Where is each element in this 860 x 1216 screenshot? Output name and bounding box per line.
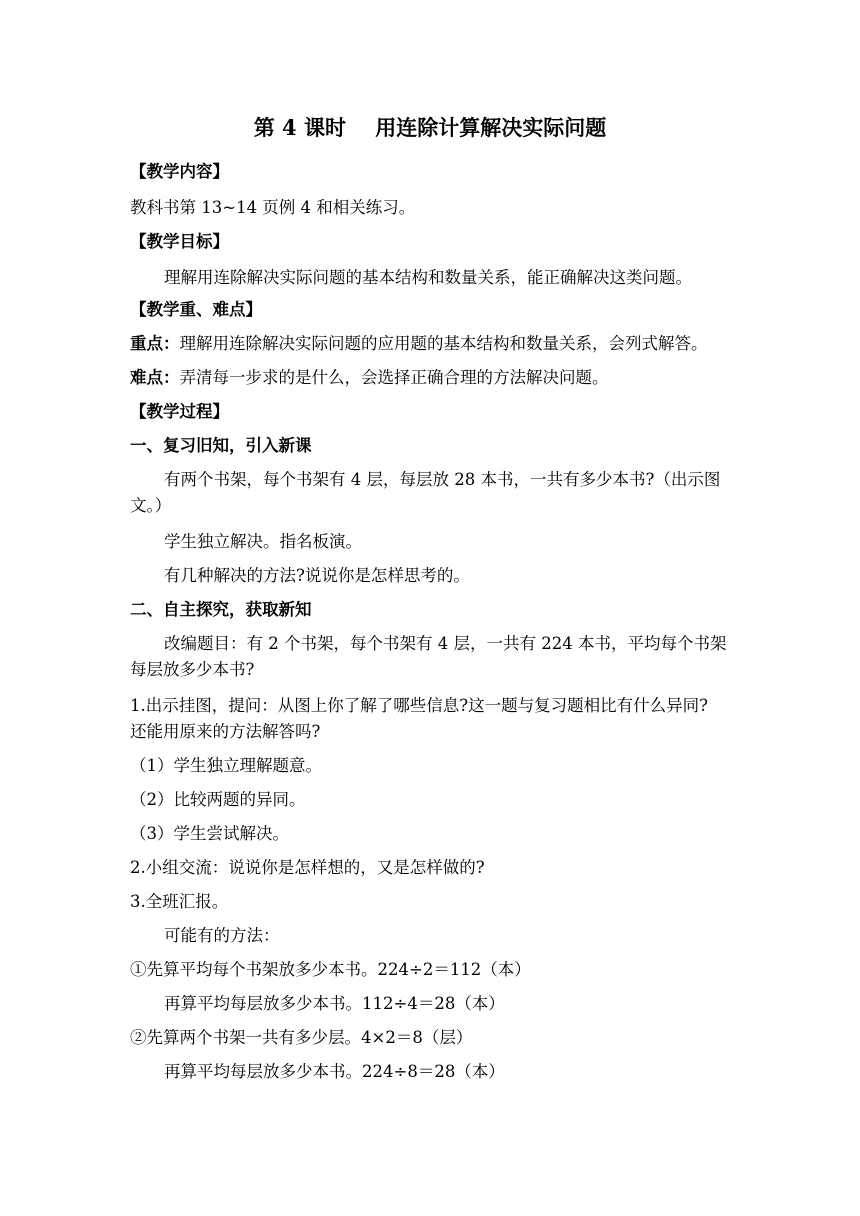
part2-paragraph1-line2: 每层放多少本书? [130,660,255,679]
teaching-content-text: 教科书第 13~14 页例 4 和相关练习。 [130,198,416,217]
step1-sub2: （2）比较两题的异同。 [130,790,306,809]
step1-sub3: （3）学生尝试解决。 [130,824,289,843]
step1-line2: 还能用原来的方法解答吗? [130,722,321,741]
difficult-point-text: 弄清每一步求的是什么，会选择正确合理的方法解决问题。 [179,368,609,387]
teaching-goal-heading: 【教学目标】 [130,232,229,251]
method1-line1: ①先算平均每个书架放多少本书。224÷2＝112（本） [130,960,531,979]
method2-line1: ②先算两个书架一共有多少层。4×2＝8（层） [130,1028,473,1047]
part2-paragraph1-line1: 改编题目：有 2 个书架，每个书架有 4 层，一共有 224 本书，平均每个书架 [164,634,727,653]
step1-sub1: （1）学生独立理解题意。 [130,756,322,775]
step2: 2.小组交流：说说你是怎样想的，又是怎样做的? [130,858,485,877]
difficult-point-line [130,366,740,390]
key-point-label: 重点： [130,334,180,353]
step1-line1: 1.出示挂图，提问：从图上你了解了哪些信息?这一题与复习题相比有什么异同? [130,696,708,715]
part1-paragraph1-line2: 文。） [130,496,172,515]
part1-heading: 一、复习旧知，引入新课 [130,436,312,455]
lesson-title: 第 4 课时 用连除计算解决实际问题 [253,115,607,140]
part1-paragraph3: 有几种解决的方法?说说你是怎样思考的。 [164,566,470,585]
method1-line2: 再算平均每层放多少本书。112÷4＝28（本） [164,994,505,1013]
key-point-line [130,332,740,356]
teaching-content-heading: 【教学内容】 [130,162,229,181]
difficult-point-label: 难点： [130,368,180,387]
methods-intro: 可能有的方法： [164,926,280,945]
key-point-text: 理解用连除解决实际问题的应用题的基本结构和数量关系，会列式解答。 [179,334,708,353]
teaching-goal-text: 理解用连除解决实际问题的基本结构和数量关系，能正确解决这类问题。 [164,268,692,287]
method2-line2: 再算平均每层放多少本书。224÷8＝28（本） [164,1062,505,1081]
part1-paragraph1-line1: 有两个书架，每个书架有 4 层，每层放 28 本书，一共有多少本书?（出示图 [164,470,721,489]
teaching-process-heading: 【教学过程】 [130,402,229,421]
part2-heading: 二、自主探究，获取新知 [130,600,312,619]
key-difficult-heading: 【教学重、难点】 [130,300,262,319]
step3: 3.全班汇报。 [130,892,229,911]
part1-paragraph2: 学生独立解决。指名板演。 [164,532,362,551]
